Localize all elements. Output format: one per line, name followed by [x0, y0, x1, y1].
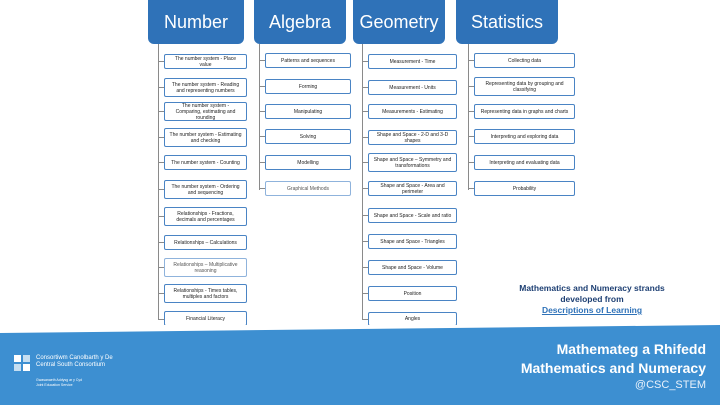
strand-box-number[interactable] — [164, 284, 247, 303]
strand-box-number[interactable] — [164, 180, 247, 199]
strand-box-number[interactable] — [164, 207, 247, 226]
strand-label: The number system - Reading and representing numbers — [171, 81, 240, 94]
strand-label: Relationships – Multiplicative reasoning — [173, 261, 238, 274]
strand-box-number[interactable] — [164, 128, 247, 147]
strand-label: Measurement - Time — [389, 58, 436, 65]
strand-box-algebra[interactable] — [265, 104, 351, 119]
strand-box-geometry[interactable] — [368, 130, 457, 145]
strand-label: Financial Literacy — [186, 315, 225, 322]
strand-box-algebra[interactable] — [265, 79, 351, 94]
strand-box-number[interactable] — [164, 155, 247, 170]
strand-label: The number system - Ordering and sequencing — [171, 183, 240, 196]
statistics-connector — [468, 44, 469, 190]
strand-label: Probability — [512, 185, 537, 192]
strand-label: Modelling — [297, 159, 319, 166]
strand-box-algebra[interactable] — [265, 129, 351, 144]
footer-title-welsh: Mathemateg a Rhifedd — [556, 341, 706, 357]
strand-box-geometry[interactable] — [368, 153, 457, 172]
footer-title-english: Mathematics and Numeracy — [520, 360, 706, 376]
strand-box-number[interactable] — [164, 54, 247, 69]
strand-box-statistics[interactable] — [474, 129, 575, 144]
strand-box-number[interactable] — [164, 235, 247, 250]
strand-label: Shape and Space - Area and perimeter — [380, 182, 445, 195]
consortium-logo-icon — [14, 355, 30, 371]
descriptions-of-learning-link[interactable]: Descriptions of Learning — [541, 305, 643, 315]
strand-box-number[interactable] — [164, 78, 247, 97]
strand-label: Representing data by grouping and classifying — [485, 80, 564, 93]
strand-box-geometry[interactable] — [368, 181, 457, 196]
service-name: Gwasanaeth Addysg ar y Cyd Joint Education Service — [36, 378, 83, 387]
strand-box-statistics[interactable] — [474, 53, 575, 68]
strand-label: Forming — [298, 83, 318, 90]
strand-label: Relationships - Times tables, multiples and factors — [173, 287, 238, 300]
strand-box-number[interactable] — [164, 311, 247, 326]
strand-box-algebra[interactable] — [265, 53, 351, 68]
strand-label: Graphical Methods — [287, 185, 329, 192]
strand-label: Interpreting and evaluating data — [489, 159, 560, 166]
strand-label: Shape and Space - Volume — [382, 264, 443, 271]
strand-label: The number system - Estimating and checking — [169, 131, 242, 144]
strand-label: Position — [403, 290, 422, 297]
geometry-connector — [362, 44, 363, 320]
strand-box-statistics[interactable] — [474, 181, 575, 196]
caption-line-1: Mathematics and Numeracy strands — [519, 283, 665, 293]
strand-box-algebra[interactable] — [265, 181, 351, 196]
strand-label: Angles — [404, 316, 421, 322]
strand-box-number[interactable] — [164, 102, 247, 121]
strand-label: Representing data in graphs and charts — [480, 108, 569, 115]
strand-box-geometry[interactable] — [368, 208, 457, 223]
strand-label: Patterns and sequences — [281, 57, 335, 64]
strand-label: The number system - Counting — [171, 159, 240, 166]
strand-box-algebra[interactable] — [265, 155, 351, 170]
header-statistics: Statistics — [456, 0, 558, 44]
footer-handle: @CSC_STEM — [634, 379, 706, 391]
strand-label: Collecting data — [507, 57, 542, 64]
strand-box-geometry[interactable] — [368, 312, 457, 326]
header-number: Number — [148, 0, 244, 44]
strand-box-geometry[interactable] — [368, 104, 457, 119]
strand-label: The number system - Comparing, estimating and rounding — [175, 102, 236, 121]
strand-box-number[interactable] — [164, 258, 247, 277]
strand-label: Shape and Space - 2-D and 3-D shapes — [376, 131, 449, 144]
strand-box-statistics[interactable] — [474, 104, 575, 119]
footer-angle — [0, 325, 720, 333]
strand-box-geometry[interactable] — [368, 234, 457, 249]
strand-label: Interpreting and exploring data — [490, 133, 559, 140]
strand-box-geometry[interactable] — [368, 286, 457, 301]
header-algebra: Algebra — [254, 0, 346, 44]
strand-label: Measurement - Units — [389, 84, 436, 91]
caption-line-2: developed from — [560, 294, 624, 304]
header-geometry: Geometry — [353, 0, 445, 44]
strand-label: Measurements - Estimating — [382, 108, 443, 115]
strand-label: Solving — [299, 133, 317, 140]
strand-label: Shape and Space - Scale and ratio — [373, 212, 452, 219]
algebra-connector — [259, 44, 260, 190]
strand-box-geometry[interactable] — [368, 54, 457, 69]
number-connector — [158, 44, 159, 320]
strand-box-statistics[interactable] — [474, 155, 575, 170]
strand-label: Relationships - Fractions, decimals and percentages — [176, 210, 235, 223]
strand-box-geometry[interactable] — [368, 260, 457, 275]
strand-label: Relationships – Calculations — [174, 239, 237, 246]
strand-label: The number system - Place value — [174, 55, 237, 68]
strand-label: Shape and Space - Triangles — [380, 238, 445, 245]
strand-label: Manipulating — [293, 108, 323, 115]
org-name: Consortiwm Canolbarth y De Central South Consortium — [36, 355, 113, 368]
caption — [494, 283, 690, 316]
strand-box-statistics[interactable] — [474, 77, 575, 96]
strand-label: Shape and Space – Symmetry and transformations — [373, 156, 452, 169]
strand-box-geometry[interactable] — [368, 80, 457, 95]
